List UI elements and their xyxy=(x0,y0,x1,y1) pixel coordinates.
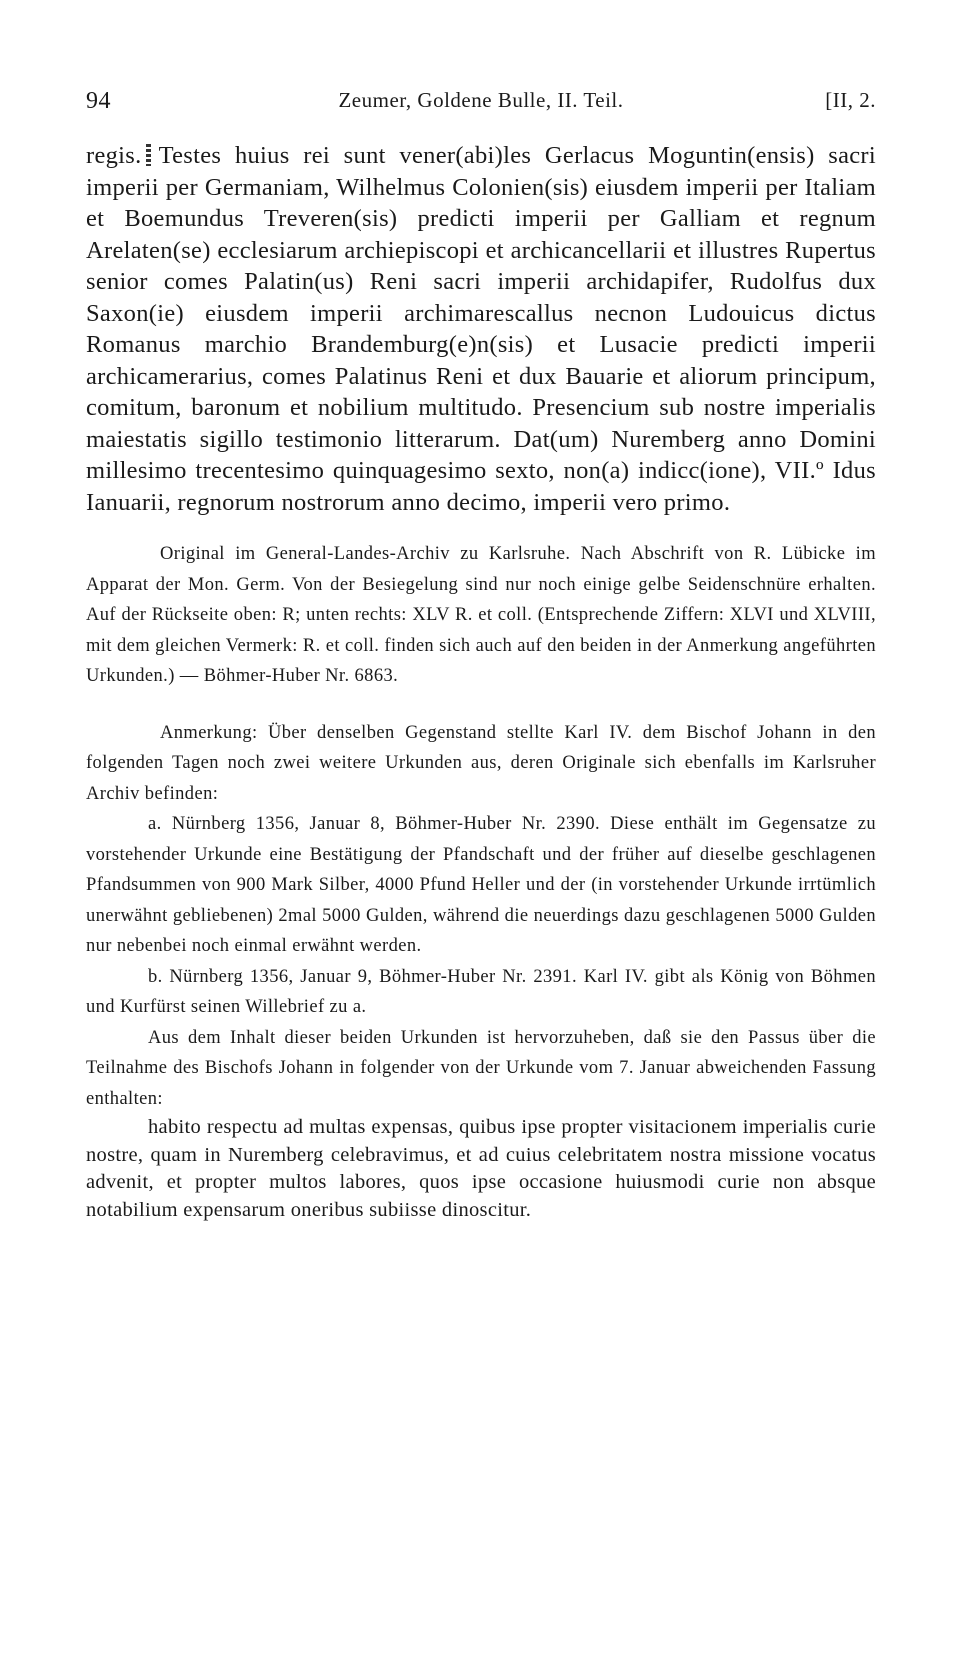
section-marker: [II, 2. xyxy=(825,88,876,112)
charter-text xyxy=(86,140,876,518)
source-note-text: Original im General-Landes-Archiv zu Karlsruhe. Nach Abschrift von R. Lübicke im Apparat der Mon. Germ. Von der Besiegelung sind nur noch einige gelbe Seidenschnüre erhalten. Auf der Rückseite oben: R; unten rechts: XLV R. et coll. (Entsprechende Ziffern: XLVI und XLVIII, mit dem gleichen Vermerk: R. et coll. finden sich auch auf den beiden in der Anmerkung angeführten Urkunden.) — Böhmer-Huber Nr. 6863. xyxy=(86,544,876,686)
page-body xyxy=(86,140,876,1224)
section-divider-mark xyxy=(146,144,151,166)
quoted-passage: habito respectu ad multas expensas, quibus ipse propter visitacionem imperialis curie nostre, quam in Nuremberg celebravimus, et ad cuius celebritatem nostra missione vocatus advenit, et propter multos labores, quos ipse occasione huiusmodi curie non absque notabilium expensarum oneribus subiisse dinoscitur. xyxy=(86,1116,876,1221)
running-header xyxy=(86,88,876,122)
remark-section xyxy=(86,718,876,1225)
running-title: Zeumer, Goldene Bulle, II. Teil. xyxy=(338,88,624,112)
page-number: 94 xyxy=(86,88,111,114)
remark-closing: Aus dem Inhalt dieser beiden Urkunden ist hervorzuheben, daß sie den Passus über die Teilnahme des Bischofs Johann in folgender von der Urkunde vom 7. Januar abweichenden Fassung enthalten: xyxy=(86,1027,876,1109)
charter-text-body: Testes huius rei sunt vener(abi)les Gerlacus Moguntin(ensis) sacri imperii per Germaniam, Wilhelmus Colonien(sis) eiusdem imperii per Italiam et Boemundus Treveren(sis) predicti imperii per Galliam et regnum Arelaten(se) ecclesiarum archiepiscopi et archicancellarii et illustres Rupertus senior comes Palatin(us) Reni sacri imperii archidapifer, Rudolfus dux Saxon(ie) eiusdem imperii archimarescallus necnon Ludouicus dictus Romanus marchio Brandemburg(e)n(sis) et Lusacie predicti imperii archicamerarius, comes Palatinus Reni et dux Bauarie et aliorum principum, comitum, baronum et nobilium multitudo. Presencium sub nostre imperialis maiestatis sigillo testimonio litterarum. Dat(um) Nuremberg anno Domini millesimo trecentesimo quinquagesimo sexto, non(a) indicc(ione), VII.º Idus Ianuarii, regnorum nostrorum anno decimo, imperii vero primo. xyxy=(86,142,876,516)
charter-text-start: regis. xyxy=(86,142,142,169)
remark-item-a: a. Nürnberg 1356, Januar 8, Böhmer-Huber Nr. 2390. Diese enthält im Gegensatze zu vorstehender Urkunde eine Bestätigung der Pfandschaft und der früher auf dieselbe geschlagenen Pfandsummen von 900 Mark Silber, 4000 Pfund Heller und der (in vorstehender Urkunde irrtümlich unerwähnt gebliebenen) 2mal 5000 Gulden, während die neuerdings dazu geschlagenen 5000 Gulden nur nebenbei noch einmal erwähnt werden. xyxy=(86,814,876,956)
remark-intro: Anmerkung: Über denselben Gegenstand stellte Karl IV. dem Bischof Johann in den folgenden Tagen noch zwei weitere Urkunden aus, deren Originale sich ebenfalls im Karlsruher Archiv befinden: xyxy=(86,722,876,804)
source-note xyxy=(86,539,876,692)
remark-item-b: b. Nürnberg 1356, Januar 9, Böhmer-Huber Nr. 2391. Karl IV. gibt als König von Böhmen und Kurfürst seinen Willebrief zu a. xyxy=(86,966,876,1017)
